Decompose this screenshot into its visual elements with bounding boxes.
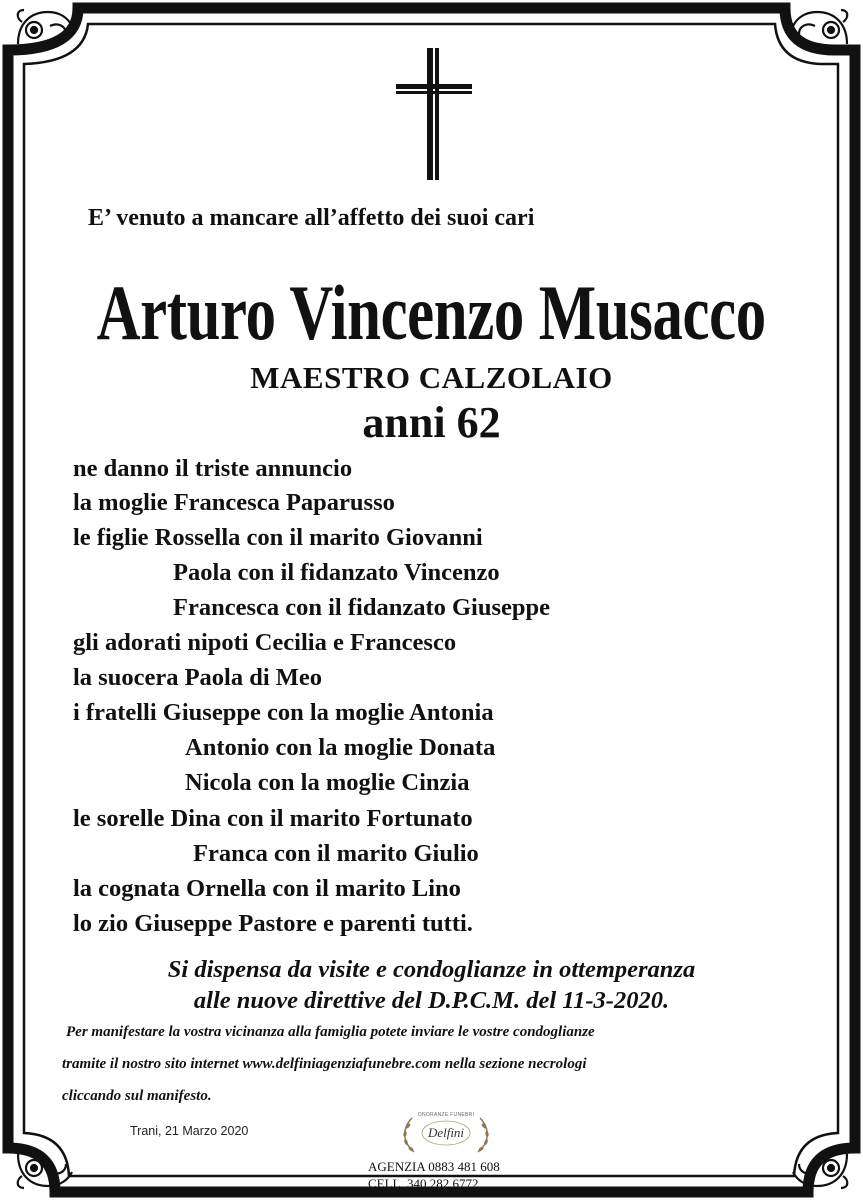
family-line: lo zio Giuseppe Pastore e parenti tutti. xyxy=(73,910,473,937)
family-line: Nicola con la moglie Cinzia xyxy=(185,769,470,796)
family-line: Francesca con il fidanzato Giuseppe xyxy=(173,594,551,621)
notice-line-2: alle nuove direttive del D.P.C.M. del 11-3-2020. xyxy=(193,987,670,1014)
agency-phone: AGENZIA 0883 481 608 xyxy=(368,1159,500,1174)
family-line: Franca con il marito Giulio xyxy=(193,840,479,867)
condolence-line-3: cliccando sul manifesto. xyxy=(62,1088,212,1104)
logo-small-text: ONORANZE FUNEBRI xyxy=(417,1112,475,1118)
condolence-line-1: Per manifestare la vostra vicinanza alla famiglia potete inviare le vostre condoglianze xyxy=(66,1024,595,1040)
condolence-line-2: tramite il nostro sito internet www.delfiniagenziafunebre.com nella sezione necrologi xyxy=(62,1056,587,1072)
family-line: ne danno il triste annuncio xyxy=(73,455,353,482)
notice-line-1: Si dispensa da visite e condoglianze in ottemperanza xyxy=(167,956,696,983)
agency-logo xyxy=(398,1108,494,1160)
family-line: la moglie Francesca Paparusso xyxy=(73,489,395,516)
cell-phone: CELL. 340 282 6772 xyxy=(368,1176,479,1191)
family-line: i fratelli Giuseppe con la moglie Antonia xyxy=(73,699,494,726)
deceased-name: Arturo Vincenzo Musacco xyxy=(96,269,766,356)
intro-text: E’ venuto a mancare all’affetto dei suoi cari xyxy=(88,205,535,231)
family-line: Antonio con la moglie Donata xyxy=(185,734,496,761)
family-line: la cognata Ornella con il marito Lino xyxy=(73,875,461,902)
family-line: gli adorati nipoti Cecilia e Francesco xyxy=(73,629,457,656)
corner-ornament-icon xyxy=(10,1146,80,1194)
date-text: Trani, 21 Marzo 2020 xyxy=(130,1124,249,1138)
corner-ornament-icon xyxy=(785,4,855,52)
corner-ornament-icon xyxy=(10,4,80,52)
family-line: Paola con il fidanzato Vincenzo xyxy=(173,559,500,586)
age: anni 62 xyxy=(362,398,501,447)
profession: MAESTRO CALZOLAIO xyxy=(250,360,613,395)
family-line: le figlie Rossella con il marito Giovanni xyxy=(73,524,483,551)
family-line: la suocera Paola di Meo xyxy=(73,664,323,691)
cross-icon xyxy=(394,46,474,182)
family-line: le sorelle Dina con il marito Fortunato xyxy=(73,805,473,832)
logo-text: Delfini xyxy=(427,1125,465,1140)
corner-ornament-icon xyxy=(785,1146,855,1194)
